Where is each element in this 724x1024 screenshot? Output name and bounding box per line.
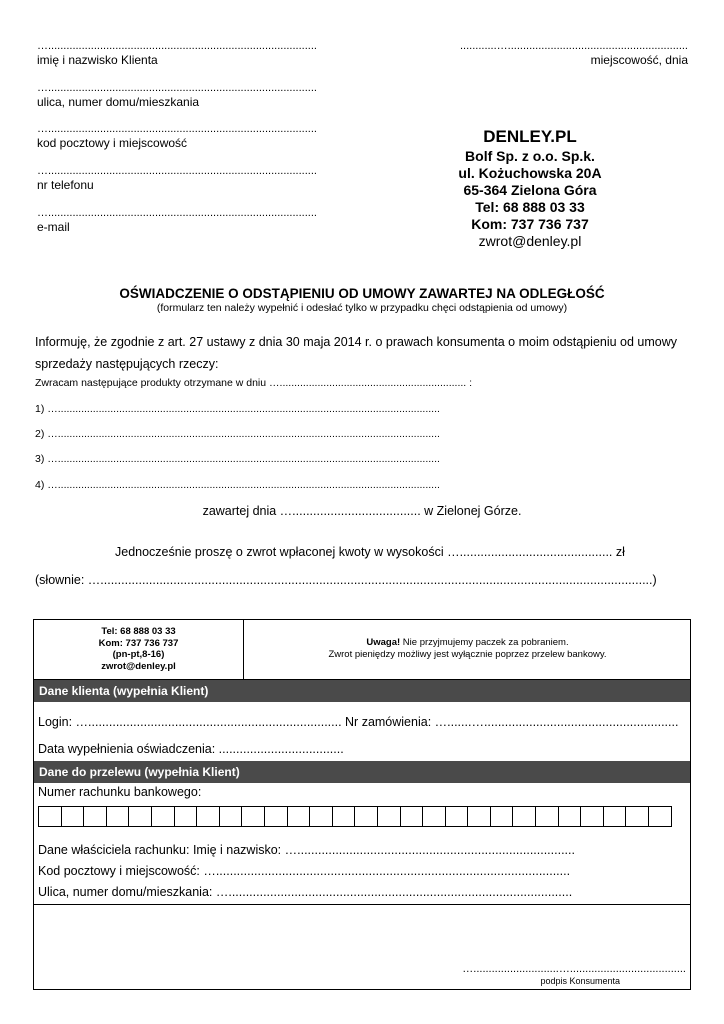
name-label: imię i nazwisko Klienta [37, 53, 158, 67]
company-name: DENLEY.PL [483, 127, 577, 146]
refund-amount-line[interactable]: Jednocześnie proszę o zwrot wpłaconej kwoty w wysokości …............................................ zł [115, 545, 625, 559]
company-address [430, 126, 630, 250]
company-line2: ul. Kożuchowska 20A [458, 165, 602, 181]
signature-label: podpis Konsumenta [540, 976, 620, 986]
contact-kom: Kom: 737 736 737 [98, 637, 179, 649]
notice-line2: Zwrot pieniędzy możliwy jest wyłącznie poprzez przelew bankowy. [328, 648, 607, 660]
postal-label: kod pocztowy i miejscowość [37, 136, 188, 150]
street-label: ulica, numer domu/mieszkania [37, 95, 200, 109]
company-tel: Tel: 68 888 03 33 [475, 199, 585, 215]
postal-line[interactable]: …........................................................................................ [37, 123, 317, 135]
contact-email: zwrot@denley.pl [101, 660, 176, 672]
concluded-date-line[interactable]: zawartej dnia …..................................... w Zielonej Górze. [202, 504, 522, 518]
section-transfer-data: Dane do przelewu (wypełnia Klient) [34, 761, 690, 783]
company-line1: Bolf Sp. z o.o. Sp.k. [465, 148, 595, 164]
company-kom: Kom: 737 736 737 [471, 216, 589, 232]
account-owner-line[interactable]: Dane właściciela rachunku: Imię i nazwisko: …................................................................................ [38, 843, 575, 857]
contact-tel: Tel: 68 888 03 33 [101, 626, 176, 637]
item-line-3[interactable]: 3) …................................................................................................................................... [35, 453, 440, 465]
email-label: e-mail [37, 220, 70, 234]
notice-cell [245, 620, 690, 679]
name-line[interactable]: …........................................................................................ [37, 40, 317, 52]
contact-hours: (pn-pt,8-16) [112, 649, 165, 660]
contact-cell [34, 620, 244, 679]
place-date-label: miejscowość, dnia [590, 53, 688, 67]
account-number-label: Numer rachunku bankowego: [38, 785, 202, 799]
signature-line[interactable]: …............................…...................................... [462, 963, 686, 975]
item-line-4[interactable]: 4) …................................................................................................................................... [35, 479, 440, 491]
company-email: zwrot@denley.pl [478, 233, 582, 249]
phone-line[interactable]: …........................................................................................ [37, 165, 317, 177]
item-line-2[interactable]: 2) …................................................................................................................................... [35, 428, 440, 440]
form-title: OŚWIADCZENIE O ODSTĄPIENIU OD UMOWY ZAWARTEJ NA ODLEGŁOŚĆ [119, 286, 605, 301]
email-line[interactable]: …........................................................................................ [37, 207, 317, 219]
divider [34, 904, 690, 905]
item-line-1[interactable]: 1) …................................................................................................................................... [35, 403, 440, 415]
notice-bold: Uwaga! [366, 637, 401, 648]
amount-in-words-line[interactable]: (słownie: …...............................................................................................................................................................) [35, 573, 657, 587]
intro-line2: sprzedaży następujących rzeczy: [35, 357, 219, 371]
form-subtitle: (formularz ten należy wypełnić i odesłać tylko w przypadku chęci odstąpienia od umowy) [156, 302, 568, 314]
section-client-data: Dane klienta (wypełnia Klient) [34, 680, 690, 702]
company-line3: 65-364 Zielona Góra [463, 182, 597, 198]
returned-products-line[interactable]: Zwracam następujące produkty otrzymane w dniu …................................................................ : [35, 377, 473, 389]
phone-label: nr telefonu [37, 178, 94, 192]
owner-postal-line[interactable]: Kod pocztowy i miejscowość: …...................................................................................................... [38, 864, 571, 878]
intro-line1: Informuję, że zgodnie z art. 27 ustawy z dnia 30 maja 2014 r. o prawach konsumenta o moim odstąpieniu od umowy [35, 335, 678, 349]
street-line[interactable]: …........................................................................................ [37, 82, 317, 94]
place-date-line[interactable]: ............…........................................................... [460, 40, 688, 52]
owner-street-line[interactable]: Ulica, numer domu/mieszkania: …................................................................................................... [38, 885, 573, 899]
date-filled-line[interactable]: Data wypełnienia oświadczenia: .................................... [38, 742, 344, 756]
return-form-box [33, 619, 691, 990]
account-number-boxes[interactable] [38, 806, 671, 827]
login-order-line[interactable]: Login: …......................................................................... Nr zamówienia: ….......…........................................................ [38, 715, 679, 729]
notice-text: Nie przyjmujemy paczek za pobraniem. [400, 637, 569, 648]
